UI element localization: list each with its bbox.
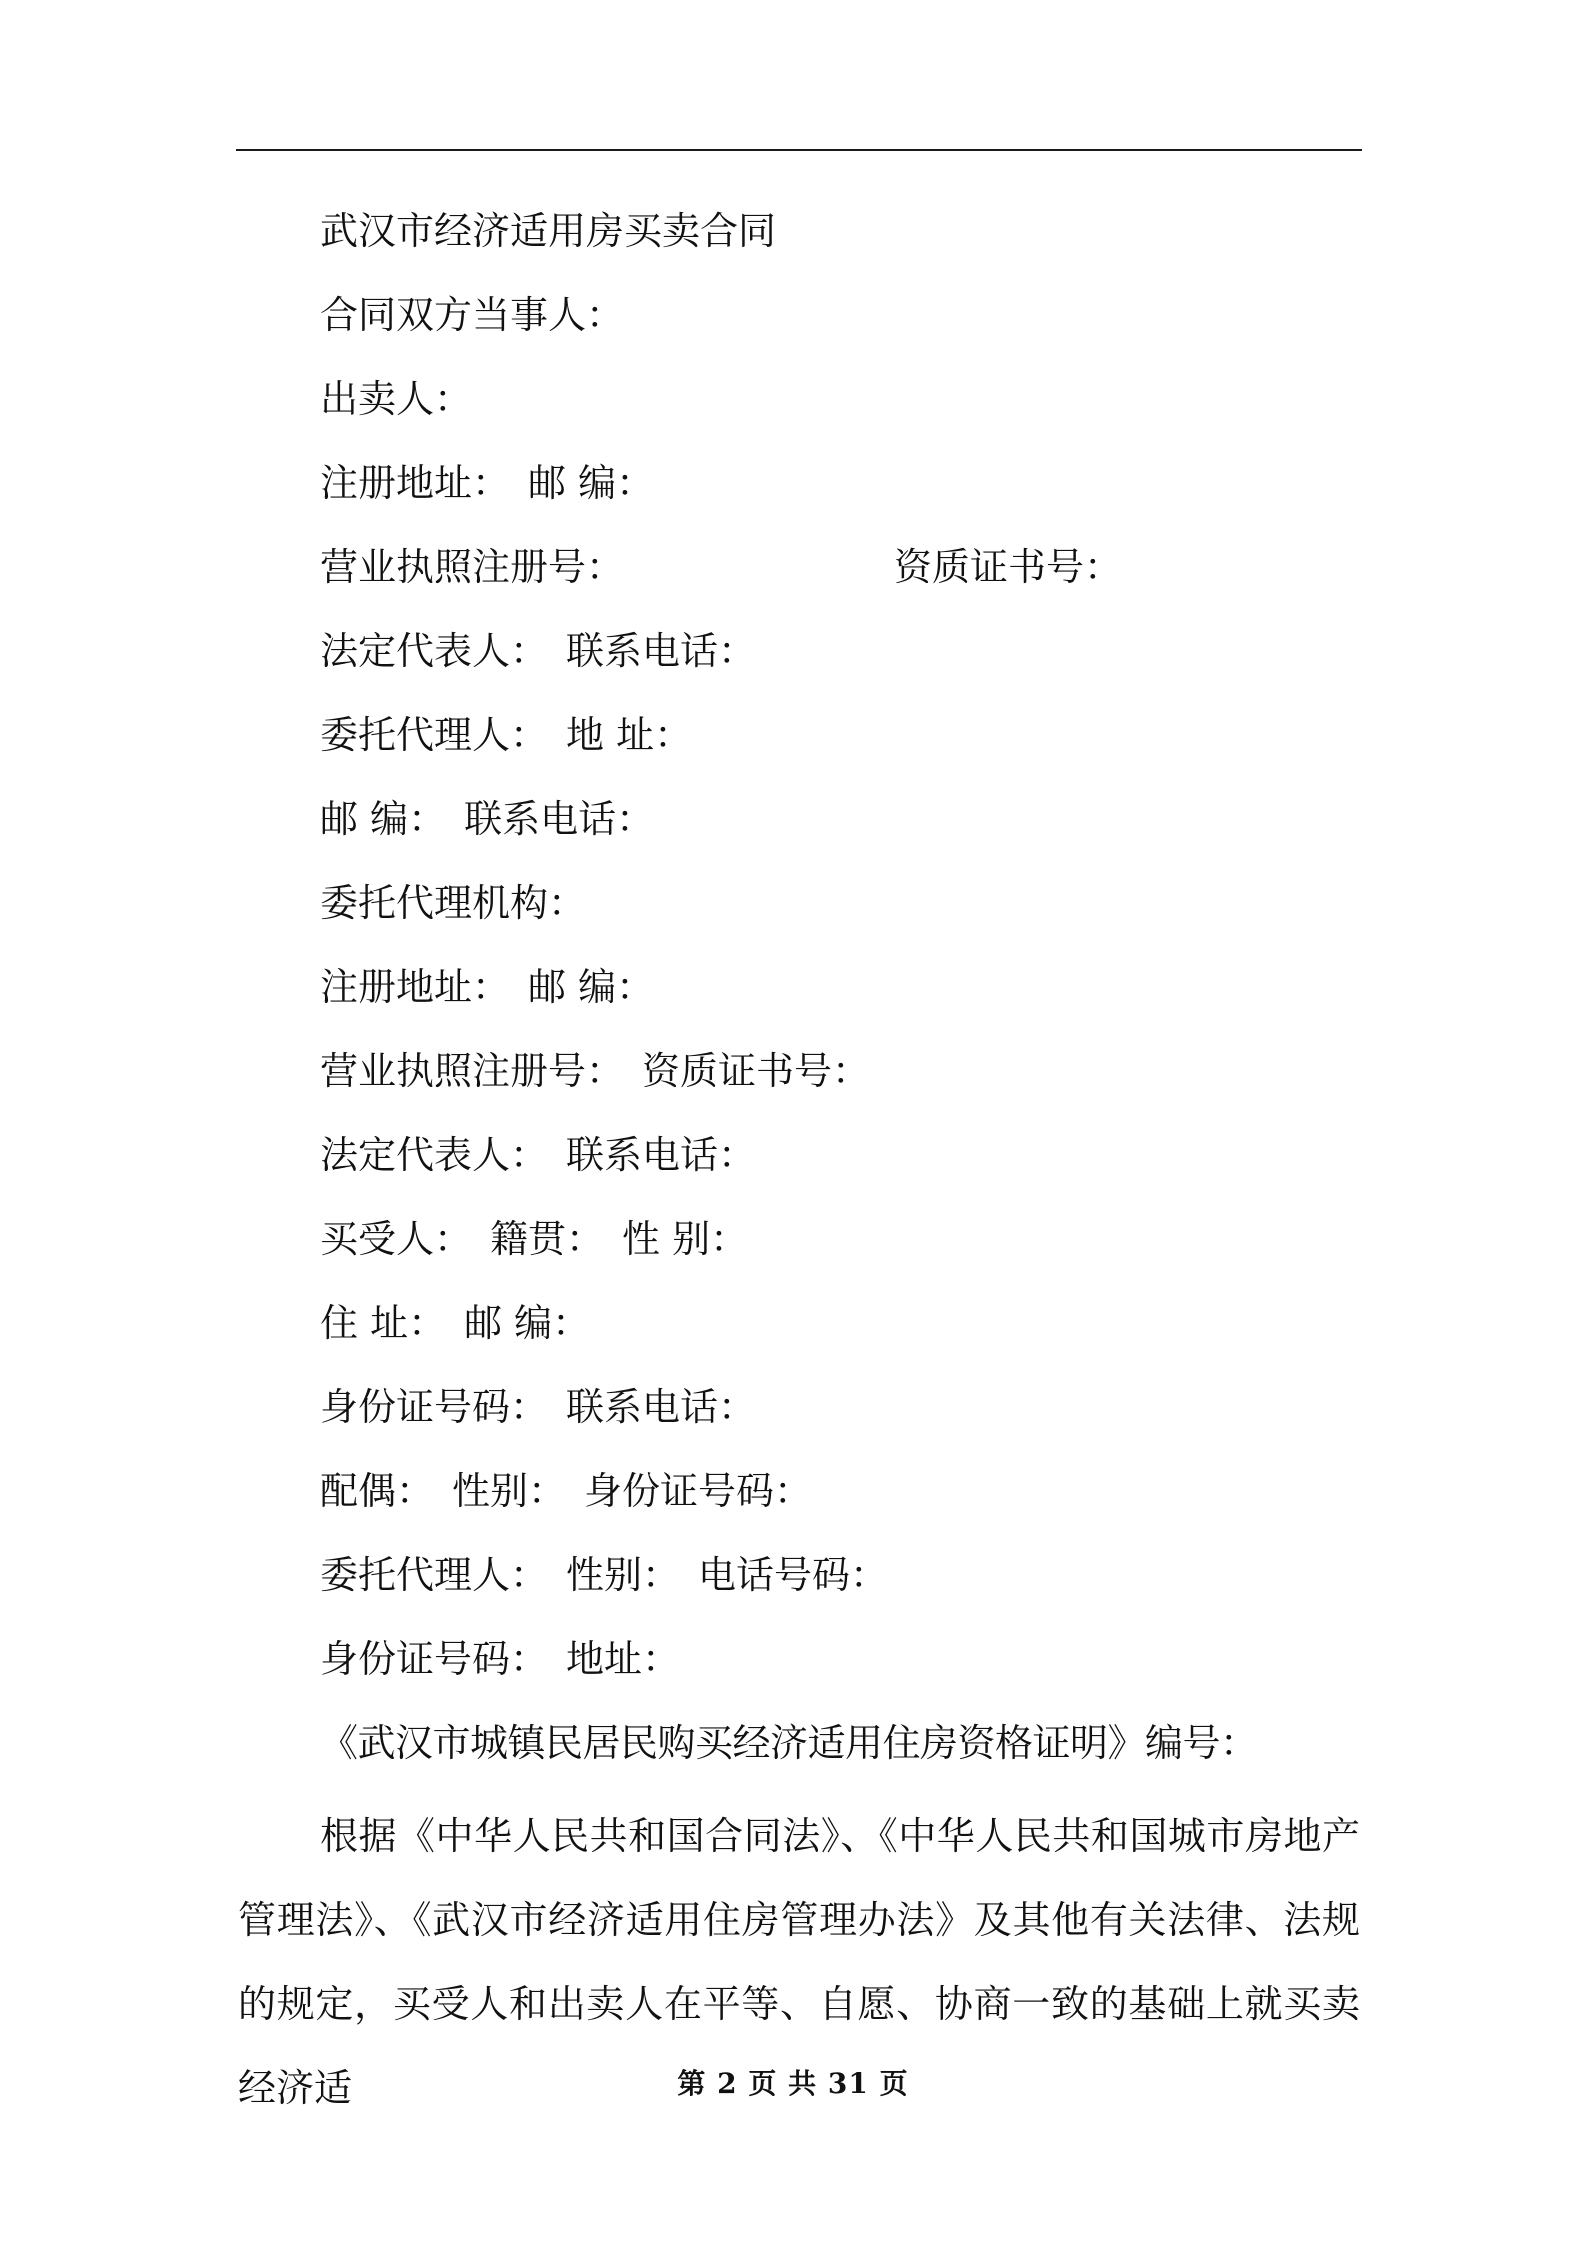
field-label: 性别： (566, 1553, 681, 1597)
field-seller-license (238, 534, 1360, 618)
field-seller-address (238, 450, 1360, 534)
field-agency-rep (238, 1122, 1360, 1206)
field-label: 联系电话： (566, 1133, 757, 1177)
field-label: 电话号码： (698, 1553, 889, 1597)
field-label: 地 址： (566, 713, 693, 757)
footer-total-pages: 31 (827, 2067, 869, 2100)
field-label: 联系电话： (566, 1385, 757, 1429)
footer-prefix: 第 (677, 2067, 707, 2100)
field-label: 资质证书号： (894, 545, 1123, 589)
field-buyer-address (238, 1290, 1360, 1374)
field-label: 邮 编： (320, 797, 447, 841)
field-label: 资质证书号： (642, 1049, 871, 1093)
field-seller-rep (238, 618, 1360, 702)
field-parties (238, 282, 1360, 366)
header-rule (236, 149, 1362, 151)
field-label: 委托代理机构： (320, 881, 587, 925)
field-label: 性别： (452, 1469, 567, 1513)
field-label: 买受人： (320, 1217, 473, 1261)
field-spouse (238, 1458, 1360, 1542)
field-label: 地址： (566, 1637, 681, 1681)
field-label: 委托代理人： (320, 713, 549, 757)
footer-middle: 页 共 (748, 2067, 818, 2100)
page-footer (0, 2062, 1586, 2102)
field-label: 法定代表人： (320, 1133, 549, 1177)
field-label: 身份证号码： (320, 1637, 549, 1681)
field-label: 出卖人： (320, 377, 473, 421)
field-label: 合同双方当事人： (320, 293, 625, 337)
field-label: 法定代表人： (320, 629, 549, 673)
field-label: 委托代理人： (320, 1553, 549, 1597)
field-label: 注册地址： (320, 461, 511, 505)
field-agency (238, 870, 1360, 954)
certificate-number-line: 《武汉市城镇民居民购买经济适用住房资格证明》编号： (320, 1721, 1258, 1765)
field-label: 身份证号码： (584, 1469, 813, 1513)
field-label: 性 别： (622, 1217, 749, 1261)
contract-title: 武汉市经济适用房买卖合同 (320, 209, 777, 253)
footer-current-page: 2 (717, 2067, 738, 2100)
field-label: 邮 编： (528, 461, 655, 505)
field-agency-license (238, 1038, 1360, 1122)
field-buyer (238, 1206, 1360, 1290)
footer-suffix: 页 (879, 2067, 909, 2100)
field-label: 营业执照注册号： (320, 545, 625, 589)
field-label: 邮 编： (464, 1301, 591, 1345)
field-seller-agent-contact (238, 786, 1360, 870)
field-label: 身份证号码： (320, 1385, 549, 1429)
field-label: 营业执照注册号： (320, 1049, 625, 1093)
field-buyer-agent-id (238, 1626, 1360, 1710)
field-label: 联系电话： (464, 797, 655, 841)
field-buyer-agent (238, 1542, 1360, 1626)
preamble-paragraph: 根据《中华人民共和国合同法》、《中华人民共和国城市房地产管理法》、《武汉市经济适用住房管理办法》及其他有关法律、法规的规定，买受人和出卖人在平等、自愿、协商一致的基础上就买卖经济适 (238, 1814, 1360, 2110)
field-agency-address (238, 954, 1360, 1038)
field-label: 联系电话： (566, 629, 757, 673)
field-label: 注册地址： (320, 965, 511, 1009)
field-label: 住 址： (320, 1301, 447, 1345)
field-buyer-id (238, 1374, 1360, 1458)
field-seller-agent (238, 702, 1360, 786)
field-label: 籍贯： (490, 1217, 605, 1261)
field-seller (238, 366, 1360, 450)
field-label: 邮 编： (528, 965, 655, 1009)
field-label: 配偶： (320, 1469, 435, 1513)
